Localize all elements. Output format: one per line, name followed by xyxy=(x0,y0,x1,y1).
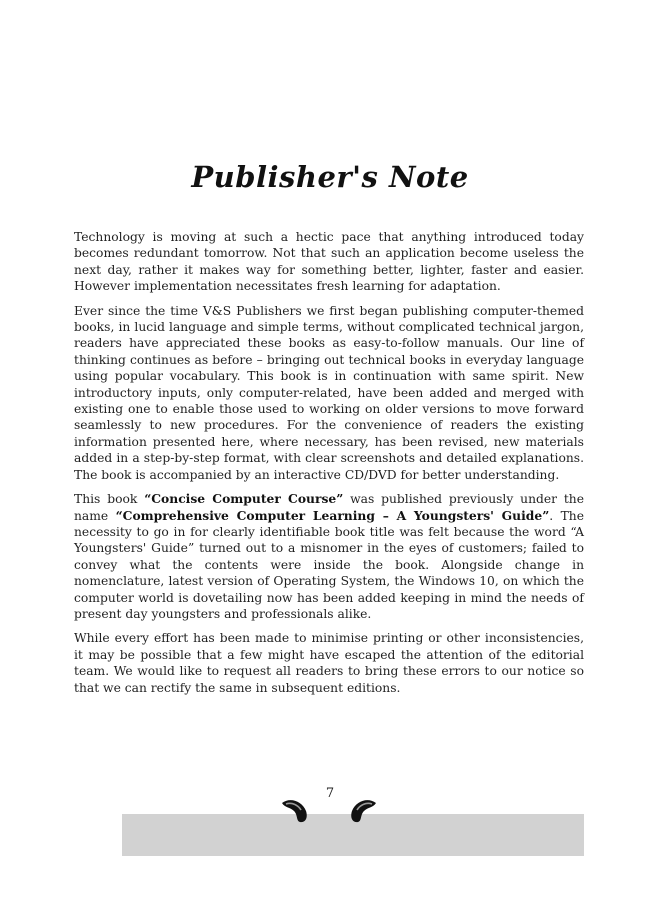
paragraph-4: While every effort has been made to minimise printing or other inconsistencies, it may be possible that a few might have escaped the attention of the editorial team. We would like to request all readers to bring these errors to our notice so that we can rectify the same in subsequent editions. xyxy=(74,631,584,695)
paragraph-3 xyxy=(74,491,584,622)
paragraph-1: Technology is moving at such a hectic pace that anything introduced today becomes redundant tomorrow. Not that such an application become useless the next day, rather it makes way for something better, lighter, faster and easier. However implementation necessitates fresh learning for adaptation. xyxy=(74,230,584,294)
body-text xyxy=(74,229,584,704)
page-title: Publisher's Note xyxy=(191,160,469,194)
paragraph-3-rest: . The necessity to go in for clearly identifiable book title was felt because the word “A Youngsters' Guide” turned out to a misnomer in the eyes of customers; failed to convey what the contents were inside the book. Alongside change in nomenclature, latest version of Operating System, the Windows 10, on which the computer world is dovetailing now has been added keeping in mind the needs of present day youngsters and professionals alike. xyxy=(74,508,584,621)
paragraph-3-mid: was published previously under the name xyxy=(74,492,584,523)
paragraph-2: Ever since the time V&S Publishers we first began publishing computer-themed books, in lucid language and simple terms, without complicated technical jargon, readers have appreciated these books as easy-to-follow manuals. Our line of thinking continues as before – bringing out technical books in everyday language using popular vocabulary. This book is in continuation with same spirit. New introductory inputs, only computer-related, have been added and merged with existing one to enable those used to working on older versions to move forward seamlessly to new procedures. For the convenience of readers the existing information presented here, where necessary, has been revised, new materials added in a step-by-step format, with clear screenshots and detailed explanations. The book is accompanied by an interactive CD/DVD for better understanding. xyxy=(74,303,584,482)
book-title-old: “Comprehensive Computer Learning – A Youngsters' Guide” xyxy=(115,507,550,523)
right-leaf-ornament-icon xyxy=(348,795,378,825)
book-title-new: “Concise Computer Course” xyxy=(144,491,344,507)
paragraph-3-intro: This book xyxy=(74,492,145,507)
page-number: 7 xyxy=(325,786,335,801)
left-leaf-ornament-icon xyxy=(280,795,310,825)
